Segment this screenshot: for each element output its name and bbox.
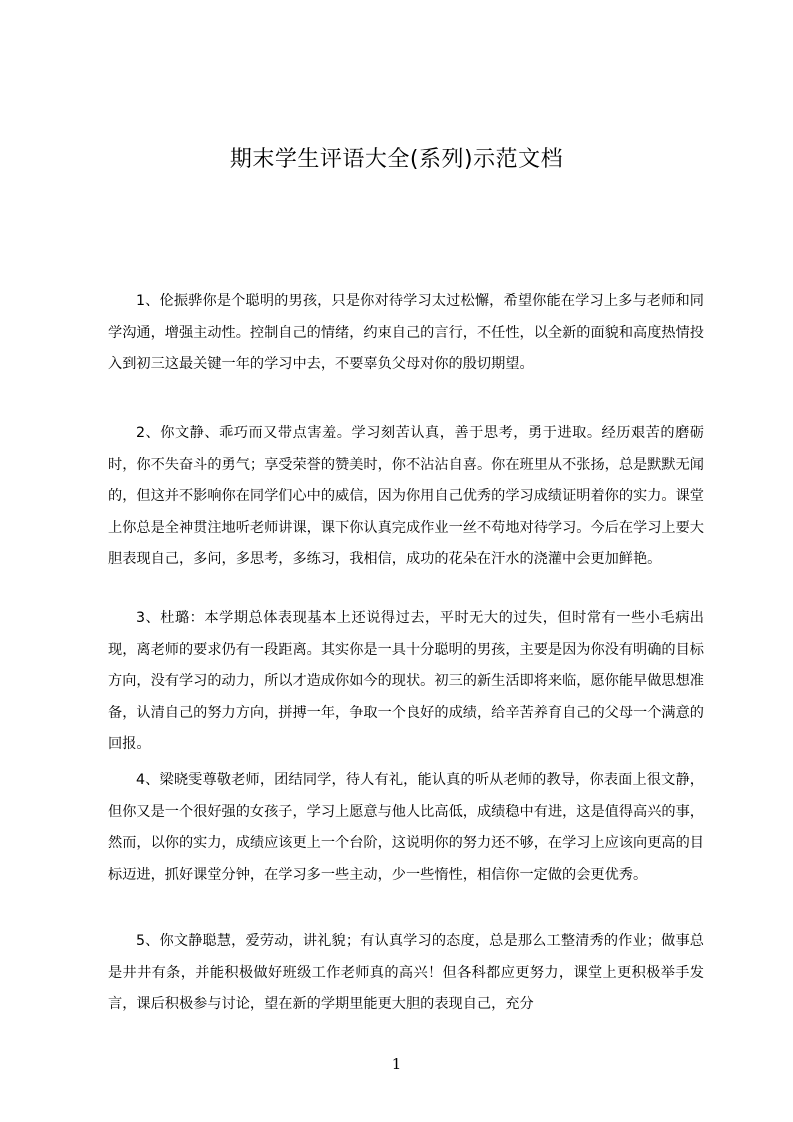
comment-paragraph-3: 3、杜璐：本学期总体表现基本上还说得过去，平时无大的过失，但时常有一些小毛病出现，离老师的要求仍有一段距离。其实你是一具十分聪明的男孩，主要是因为你没有明确的目标方向，没有学习的动力，所以才造成你如今的现状。初三的新生活即将来临，愿你能早做思想准备，认清自己的努力方向，拼搏一年，争取一个良好的成绩，给辛苦养育自己的父母一个满意的回报。: [108, 610, 704, 752]
comment-paragraph-2: 2、你文静、乖巧而又带点害羞。学习刻苦认真，善于思考，勇于进取。经历艰苦的磨砺时，你不失奋斗的勇气；享受荣誉的赞美时，你不沾沾自喜。你在班里从不张扬，总是默默无闻的，但这并不影响你在同学们心中的威信，因为你用自己优秀的学习成绩证明着你的实力。课堂上你总是全神贯注地听老师讲课，课下你认真完成作业一丝不苟地对待学习。今后在学习上要大胆表现自己，多问，多思考，多练习，我相信，成功的花朵在汗水的浇灌中会更加鲜艳。: [108, 425, 704, 567]
comment-paragraph-5: 5、你文静聪慧，爱劳动，讲礼貌；有认真学习的态度，总是那么工整清秀的作业；做事总是井井有条，并能积极做好班级工作老师真的高兴！但各科都应更努力，课堂上更积极举手发言，课后积极参与讨论，望在新的学期里能更大胆的表现自己，充分: [108, 933, 704, 1012]
comment-paragraph-1: 1、伦振骅你是个聪明的男孩，只是你对待学习太过松懈，希望你能在学习上多与老师和同学沟通，增强主动性。控制自己的情绪，约束自己的言行，不任性，以全新的面貌和高度热情投入到初三这最关键一年的学习中去，不要辜负父母对你的殷切期望。: [108, 293, 704, 372]
comment-paragraph-4: 4、梁晓雯尊敬老师，团结同学，待人有礼，能认真的听从老师的教导，你表面上很文静，但你又是一个很好强的女孩子，学习上愿意与他人比高低，成绩稳中有进，这是值得高兴的事，然而，以你的实力，成绩应该更上一个台阶，这说明你的努力还不够，在学习上应该向更高的目标迈进，抓好课堂分钟，在学习多一些主动，少一些惰性，相信你一定做的会更优秀。: [108, 772, 704, 883]
document-title: 期末学生评语大全(系列)示范文档: [229, 147, 564, 172]
page-number: 1: [391, 1055, 402, 1073]
